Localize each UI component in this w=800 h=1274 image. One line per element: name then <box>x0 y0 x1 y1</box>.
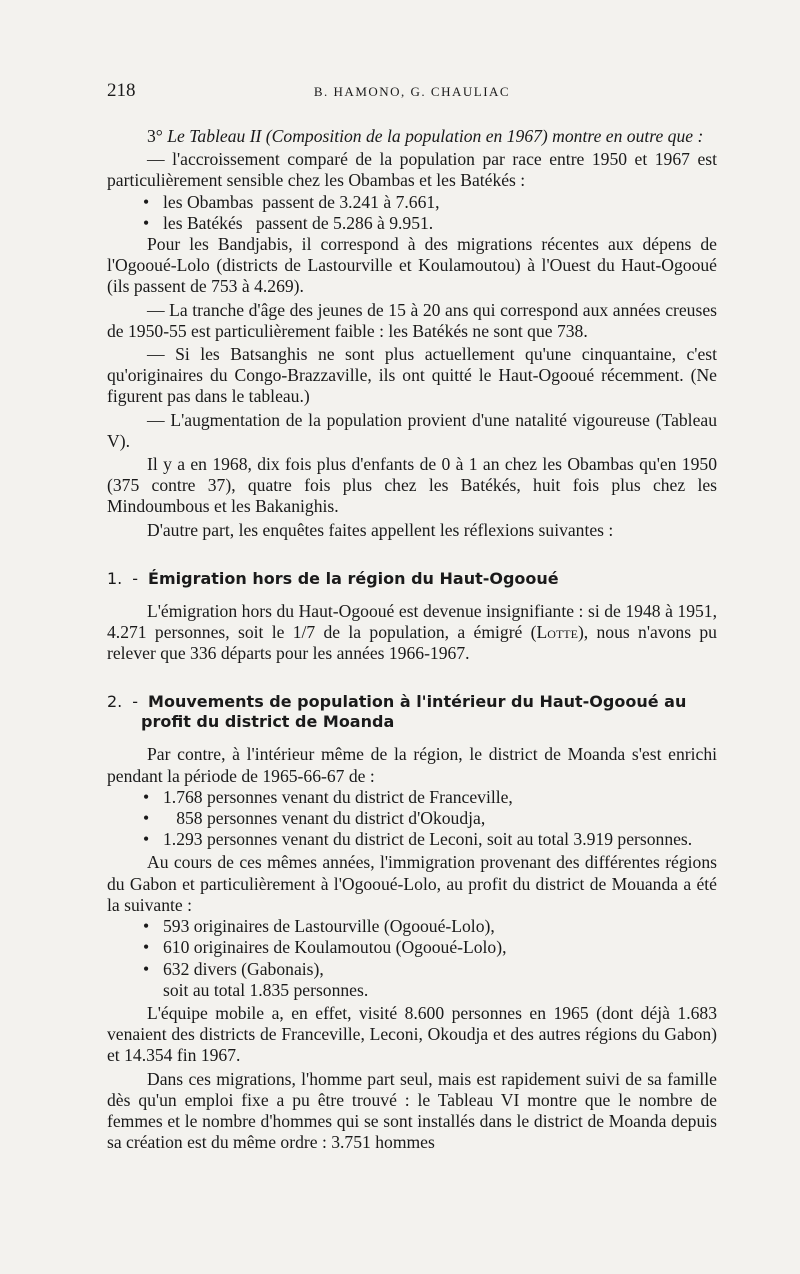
section-1-heading <box>107 569 717 589</box>
page <box>107 80 717 1153</box>
bullet-icon: • <box>143 212 150 233</box>
list-item: • 1.768 personnes venant du district de Franceville, <box>143 786 513 807</box>
list-item: • 1.293 personnes venant du district de Leconi, soit au total 3.919 personnes. <box>143 829 693 850</box>
intro-paragraph-3: — La tranche d'âge des jeunes de 15 à 20 ans qui correspond aux années creuses de 1950-55 est particulièrement faible : les Batékés ne sont que 738. <box>107 299 717 341</box>
intro-lead <box>107 126 717 147</box>
section-1-title: Émigration hors de la région du Haut-Ogooué <box>148 568 559 588</box>
intro-paragraph-7: D'autre part, les enquêtes faites appellent les réflexions suivantes : <box>147 519 614 540</box>
section-2-paragraph-4: Dans ces migrations, l'homme part seul, mais est rapidement suivi de sa famille dès qu'un emploi fixe a pu être trouvé : le Tableau VI montre que le nombre de femmes et le nombre d'hommes qui se sont installés dans le district de Moanda depuis sa création est du même ordre : 3.751 hommes <box>107 1068 717 1153</box>
list-item: • 610 originaires de Koulamoutou (Ogooué-Lolo), <box>143 937 507 958</box>
intro-bullet-list <box>107 192 717 234</box>
bullet-icon: • <box>143 829 150 850</box>
bullet-icon: • <box>143 916 150 937</box>
intro-paragraph-4: — Si les Batsanghis ne sont plus actuellement qu'une cinquantaine, c'est qu'originaires du Congo-Brazzaville, ils ont quitté le Haut-Ogooué récemment. (Ne figurent pas dans le tableau.) <box>107 344 717 407</box>
running-head: B. HAMONO, G. CHAULIAC <box>313 84 511 99</box>
section-2-bullet-list-2 <box>107 916 717 980</box>
intro-lead-number: 3° <box>147 126 163 146</box>
intro-lead-italic: Le Tableau II (Composition de la population en 1967) montre en outre que : <box>167 126 704 146</box>
list-item: • les Batékés passent de 5.286 à 9.951. <box>143 212 434 233</box>
section-2-paragraph-3: L'équipe mobile a, en effet, visité 8.600 personnes en 1965 (dont déjà 1.683 venaient des districts de Franceville, Leconi, Okoudja et des autres régions du Gabon) et 14.354 fin 1967. <box>107 1002 717 1066</box>
bullet-icon: • <box>143 808 150 829</box>
section-2-paragraph-2: Au cours de ces mêmes années, l'immigration provenant des différentes régions du Gabon et particulièrement à l'Ogooué-Lolo, au profit du district de Mouanda a été la suivante : <box>107 852 717 915</box>
page-header <box>107 80 717 110</box>
section-1-paragraph: L'émigration hors du Haut-Ogooué est devenue insignifiante : si de 1948 à 1951, 4.271 personnes, soit le 1/7 de la population, a émigré (Lotte), nous n'avons pu relever que 336 départs pour les années 1966-1967. <box>107 600 717 664</box>
section-2-total: soit au total 1.835 personnes. <box>163 979 369 1000</box>
intro-paragraph-1: — l'accroissement comparé de la population par race entre 1950 et 1967 est particulièrement sensible chez les Obambas et les Batékés : <box>107 149 717 191</box>
list-item: • 858 personnes venant du district d'Okoudja, <box>143 808 486 829</box>
bullet-icon: • <box>143 786 150 807</box>
section-1-dash: - <box>132 568 139 588</box>
intro-paragraph-5: — L'augmentation de la population provient d'une natalité vigoureuse (Tableau V). <box>107 409 717 451</box>
intro-paragraph-2: Pour les Bandjabis, il correspond à des migrations récentes aux dépens de l'Ogooué-Lolo (districts de Lastourville et Koulamoutou) à l'Ouest du Haut-Ogooué (ils passent de 753 à 4.269). <box>107 234 717 297</box>
section-2-heading <box>107 692 717 732</box>
intro-paragraph-6: Il y a en 1968, dix fois plus d'enfants de 0 à 1 an chez les Obambas qu'en 1950 (375 contre 37), quatre fois plus chez les Batékés, huit fois plus chez les Mindoumbous et les Bakanighis. <box>107 454 717 517</box>
section-2-paragraph-1: Par contre, à l'intérieur même de la région, le district de Moanda s'est enrichi pendant la période de 1965-66-67 de : <box>107 744 717 786</box>
page-number: 218 <box>107 80 136 101</box>
list-item: • les Obambas passent de 3.241 à 7.661, <box>143 191 440 212</box>
author-citation: Lotte <box>536 622 578 643</box>
section-1-number: 1. <box>107 568 123 588</box>
list-item: • 632 divers (Gabonais), <box>143 958 324 979</box>
bullet-icon: • <box>143 937 150 958</box>
section-2-title: Mouvements de population à l'intérieur du Haut-Ogooué au profit du district de Moanda <box>141 692 687 732</box>
section-2-number: 2. <box>107 692 123 712</box>
section-2-dash: - <box>132 692 139 712</box>
list-item: • 593 originaires de Lastourville (Ogooué-Lolo), <box>143 916 495 937</box>
bullet-icon: • <box>143 958 150 979</box>
section-2-bullet-list-1 <box>107 787 717 851</box>
bullet-icon: • <box>143 191 150 212</box>
